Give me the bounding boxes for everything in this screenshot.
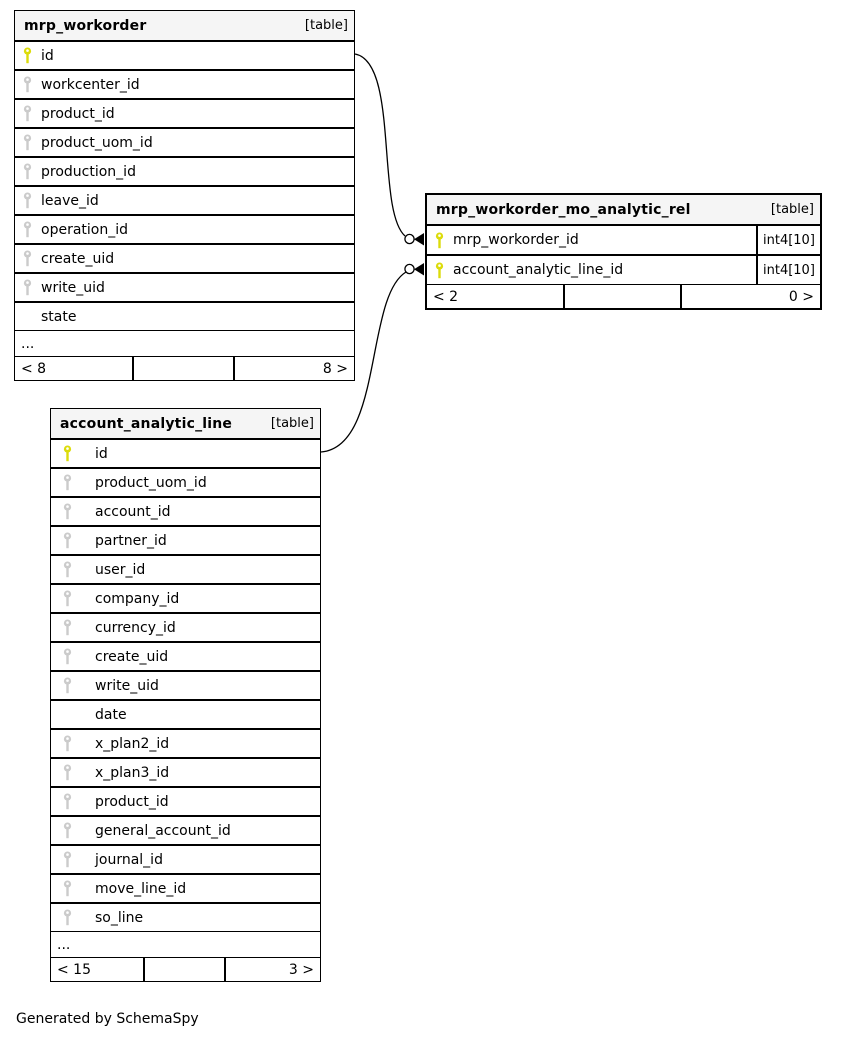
table-type-badge: [table] [770, 202, 814, 217]
foreign-key-icon [63, 764, 72, 781]
column-name: x_plan3_id [95, 764, 170, 781]
fk-edge-mrp-workorder [355, 54, 424, 246]
column-row-date[interactable] [51, 699, 320, 728]
footer-parents-count: < 15 [51, 958, 145, 981]
foreign-key-icon [23, 76, 32, 93]
column-name: id [41, 47, 54, 64]
column-type: int4[10] [756, 226, 820, 254]
column-row-product-id[interactable] [51, 786, 320, 815]
column-name: user_id [95, 561, 146, 578]
column-row-state[interactable] [15, 301, 354, 330]
column-row-id[interactable] [15, 40, 354, 69]
primary-key-icon [435, 262, 444, 279]
foreign-key-icon [63, 735, 72, 752]
column-row-account-analytic-line-id[interactable] [427, 254, 820, 284]
column-name: account_id [95, 503, 171, 520]
table-header [51, 409, 320, 438]
column-name: product_id [41, 105, 115, 122]
column-row-x-plan3-id[interactable] [51, 757, 320, 786]
column-name: write_uid [41, 279, 105, 296]
foreign-key-icon [23, 221, 32, 238]
foreign-key-icon [23, 134, 32, 151]
table-title[interactable]: mrp_workorder_mo_analytic_rel [436, 201, 691, 218]
column-row-journal-id[interactable] [51, 844, 320, 873]
table-mrp-workorder [14, 10, 355, 381]
table-footer [51, 957, 320, 981]
column-name: move_line_id [95, 880, 187, 897]
column-name: workcenter_id [41, 76, 140, 93]
column-name: id [95, 445, 108, 462]
foreign-key-icon [63, 851, 72, 868]
foreign-key-icon [23, 105, 32, 122]
column-row-product-uom-id[interactable] [51, 467, 320, 496]
table-header [427, 195, 820, 224]
foreign-key-icon [63, 648, 72, 665]
footer-children-count: 0 > [788, 288, 814, 305]
footer-parents-count: < 2 [427, 285, 565, 308]
foreign-key-icon [23, 279, 32, 296]
table-title[interactable]: mrp_workorder [24, 17, 147, 34]
foreign-key-icon [23, 250, 32, 267]
table-account-analytic-line [50, 408, 321, 982]
edge-odot-icon [405, 234, 414, 243]
foreign-key-icon [63, 619, 72, 636]
column-rows [15, 40, 354, 330]
column-name: create_uid [95, 648, 169, 665]
edge-arrowhead-icon [414, 263, 424, 276]
column-row-user-id[interactable] [51, 554, 320, 583]
edge-arrowhead-icon [414, 233, 424, 246]
foreign-key-icon [63, 561, 72, 578]
column-row-partner-id[interactable] [51, 525, 320, 554]
column-row-account-id[interactable] [51, 496, 320, 525]
foreign-key-icon [63, 822, 72, 839]
column-row-product-uom-id[interactable] [15, 127, 354, 156]
column-row-id[interactable] [51, 438, 320, 467]
column-name: currency_id [95, 619, 176, 636]
column-name: date [95, 706, 127, 723]
foreign-key-icon [63, 880, 72, 897]
foreign-key-icon [23, 163, 32, 180]
column-name: x_plan2_id [95, 735, 170, 752]
column-row-x-plan2-id[interactable] [51, 728, 320, 757]
column-name: so_line [95, 909, 144, 926]
column-row-so-line[interactable] [51, 902, 320, 931]
table-type-badge: [table] [304, 18, 348, 33]
column-row-operation-id[interactable] [15, 214, 354, 243]
column-name: account_analytic_line_id [453, 262, 624, 278]
column-name: product_uom_id [95, 474, 207, 491]
footer-children-count: 8 > [322, 360, 348, 377]
footer-parents-count: < 8 [15, 357, 134, 380]
column-rows [51, 438, 320, 931]
column-type: int4[10] [756, 256, 820, 284]
column-row-create-uid[interactable] [51, 641, 320, 670]
column-row-production-id[interactable] [15, 156, 354, 185]
truncated-columns-row: ... [51, 931, 320, 957]
table-footer [427, 284, 820, 308]
column-name: production_id [41, 163, 136, 180]
column-row-write-uid[interactable] [51, 670, 320, 699]
foreign-key-icon [63, 793, 72, 810]
column-name: state [41, 308, 77, 325]
column-name: partner_id [95, 532, 167, 549]
column-row-write-uid[interactable] [15, 272, 354, 301]
column-row-mrp-workorder-id[interactable] [427, 224, 820, 254]
primary-key-icon [63, 445, 72, 462]
foreign-key-icon [63, 474, 72, 491]
column-row-product-id[interactable] [15, 98, 354, 127]
foreign-key-icon [63, 503, 72, 520]
no-key-spacer [23, 308, 32, 325]
column-name: company_id [95, 590, 180, 607]
primary-key-icon [435, 232, 444, 249]
column-name: journal_id [95, 851, 163, 868]
column-row-create-uid[interactable] [15, 243, 354, 272]
column-name: leave_id [41, 192, 99, 209]
column-name: mrp_workorder_id [453, 232, 579, 248]
footer-children-count: 3 > [288, 961, 314, 978]
primary-key-icon [23, 47, 32, 64]
column-row-general-account-id[interactable] [51, 815, 320, 844]
column-name: general_account_id [95, 822, 231, 839]
foreign-key-icon [63, 590, 72, 607]
table-footer [15, 356, 354, 380]
column-row-workcenter-id[interactable] [15, 69, 354, 98]
foreign-key-icon [63, 677, 72, 694]
column-name: operation_id [41, 221, 128, 238]
foreign-key-icon [23, 192, 32, 209]
column-name: write_uid [95, 677, 159, 694]
column-name: product_uom_id [41, 134, 153, 151]
foreign-key-icon [63, 909, 72, 926]
footer-spacer [134, 357, 236, 380]
edge-odot-icon [405, 264, 414, 273]
column-row-move-line-id[interactable] [51, 873, 320, 902]
footer-spacer [565, 285, 683, 308]
column-row-leave-id[interactable] [15, 185, 354, 214]
foreign-key-icon [63, 532, 72, 549]
column-rows [427, 224, 820, 284]
table-type-badge: [table] [270, 416, 314, 431]
column-row-currency-id[interactable] [51, 612, 320, 641]
table-mrp-workorder-mo-analytic-rel [425, 193, 822, 310]
no-key-spacer [63, 706, 72, 723]
truncated-columns-row: ... [15, 330, 354, 356]
table-title[interactable]: account_analytic_line [60, 415, 233, 432]
footer-spacer [145, 958, 226, 981]
table-header [15, 11, 354, 40]
generator-credit: Generated by SchemaSpy [16, 1011, 199, 1027]
column-name: product_id [95, 793, 169, 810]
column-name: create_uid [41, 250, 115, 267]
column-row-company-id[interactable] [51, 583, 320, 612]
